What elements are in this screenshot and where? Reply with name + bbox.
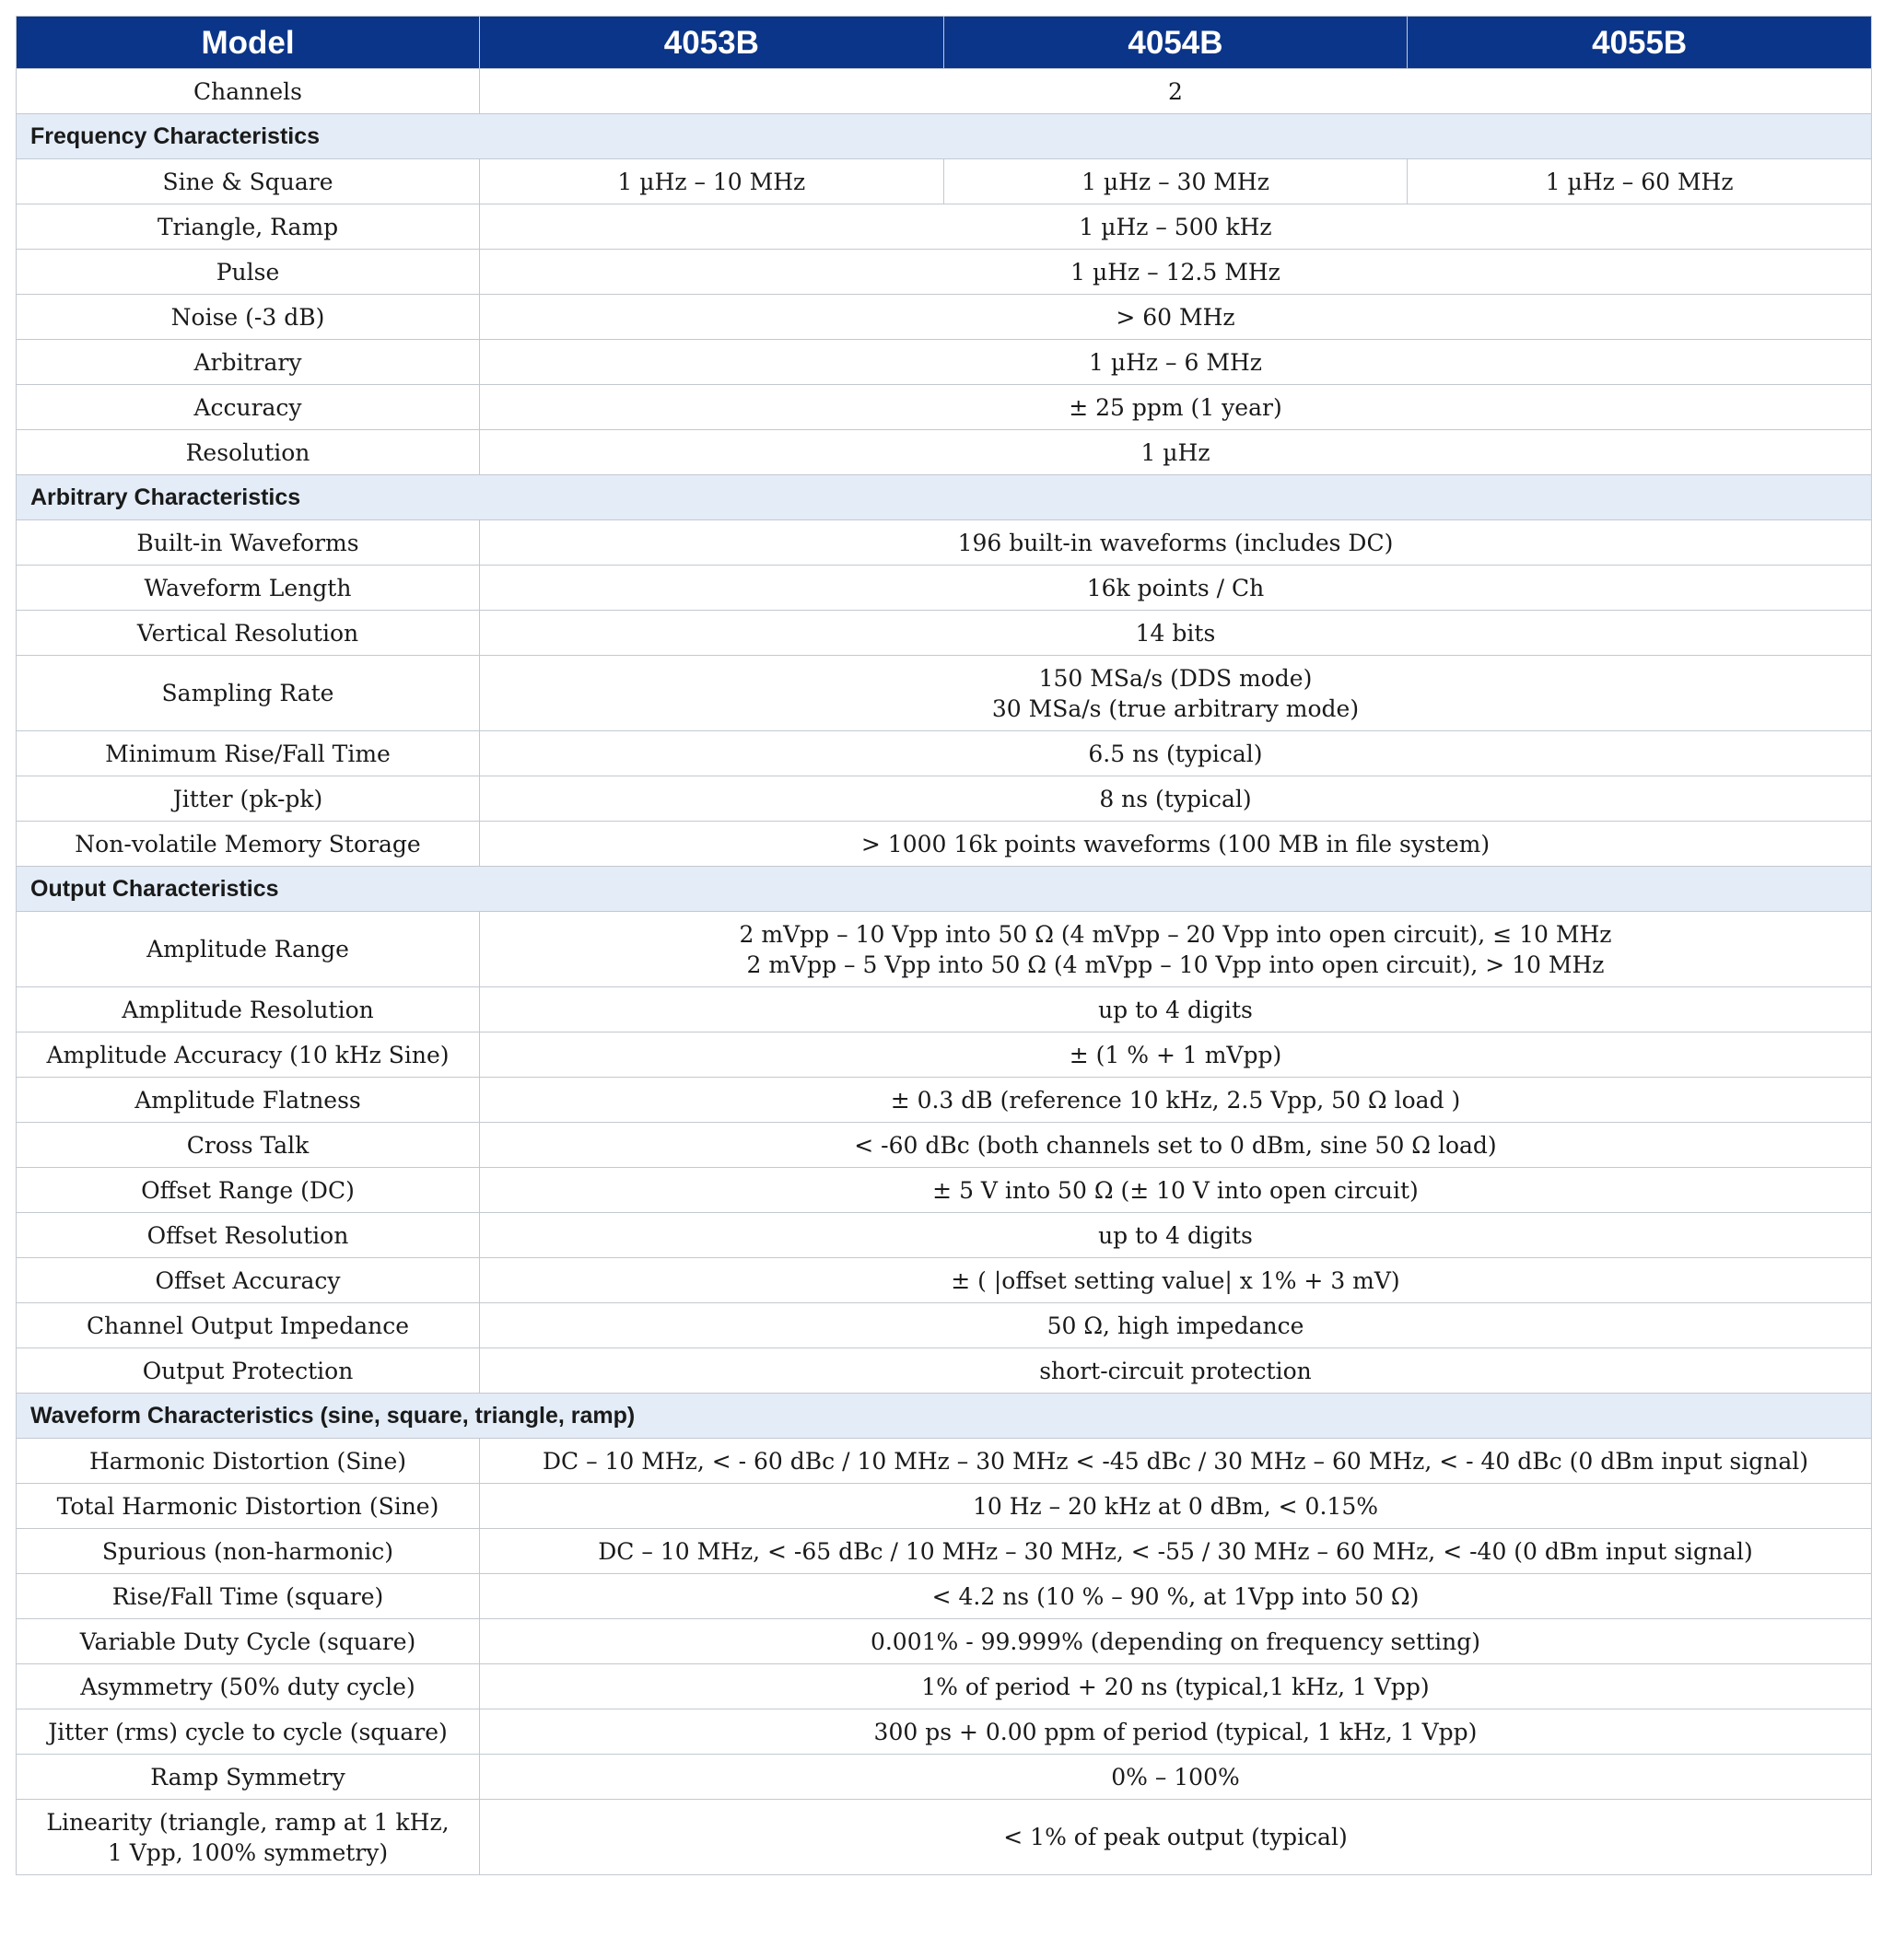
row-value: ± 25 ppm (1 year) (480, 385, 1872, 430)
table-row (17, 159, 1872, 204)
table-row (17, 611, 1872, 656)
row-label: Amplitude Resolution (17, 987, 480, 1032)
table-row (17, 566, 1872, 611)
row-label: Offset Accuracy (17, 1258, 480, 1303)
row-label: Accuracy (17, 385, 480, 430)
row-value: < 1% of peak output (typical) (480, 1800, 1872, 1875)
table-body (17, 69, 1872, 1875)
row-label: Output Protection (17, 1348, 480, 1394)
row-value: > 60 MHz (480, 295, 1872, 340)
row-value: ± (1 % + 1 mVpp) (480, 1032, 1872, 1078)
row-value: short-circuit protection (480, 1348, 1872, 1394)
row-value: ± ( |offset setting value| x 1% + 3 mV) (480, 1258, 1872, 1303)
row-value: 1 µHz – 12.5 MHz (480, 250, 1872, 295)
table-row (17, 430, 1872, 475)
table-row (17, 385, 1872, 430)
table-row (17, 1258, 1872, 1303)
row-label: Minimum Rise/Fall Time (17, 731, 480, 776)
row-label: Ramp Symmetry (17, 1755, 480, 1800)
row-value: 1 µHz – 60 MHz (1408, 159, 1872, 204)
row-label: Arbitrary (17, 340, 480, 385)
row-label: Total Harmonic Distortion (Sine) (17, 1484, 480, 1529)
table-row (17, 250, 1872, 295)
row-value: 50 Ω, high impedance (480, 1303, 1872, 1348)
table-row (17, 1664, 1872, 1709)
row-label: Rise/Fall Time (square) (17, 1574, 480, 1619)
row-label: Amplitude Flatness (17, 1078, 480, 1123)
row-label: Sine & Square (17, 159, 480, 204)
row-label: Asymmetry (50% duty cycle) (17, 1664, 480, 1709)
row-label: Resolution (17, 430, 480, 475)
table-row (17, 731, 1872, 776)
table-row (17, 1032, 1872, 1078)
row-value: 150 MSa/s (DDS mode) 30 MSa/s (true arbitrary mode) (480, 656, 1872, 731)
row-value: 14 bits (480, 611, 1872, 656)
table-row (17, 1800, 1872, 1875)
row-label: Offset Range (DC) (17, 1168, 480, 1213)
row-label: Pulse (17, 250, 480, 295)
row-value: 16k points / Ch (480, 566, 1872, 611)
row-label: Channel Output Impedance (17, 1303, 480, 1348)
table-row (17, 340, 1872, 385)
row-label: Jitter (rms) cycle to cycle (square) (17, 1709, 480, 1755)
table-row (17, 520, 1872, 566)
row-value: < 4.2 ns (10 % – 90 %, at 1Vpp into 50 Ω) (480, 1574, 1872, 1619)
row-value: 196 built-in waveforms (includes DC) (480, 520, 1872, 566)
model-4055b-header: 4055B (1408, 17, 1872, 69)
section-title: Arbitrary Characteristics (17, 475, 1872, 520)
table-row (17, 987, 1872, 1032)
table-row (17, 1213, 1872, 1258)
row-value: 0.001% - 99.999% (depending on frequency setting) (480, 1619, 1872, 1664)
row-label: Waveform Length (17, 566, 480, 611)
table-row (17, 1168, 1872, 1213)
row-label: Noise (-3 dB) (17, 295, 480, 340)
row-value: > 1000 16k points waveforms (100 MB in file system) (480, 822, 1872, 867)
row-value: 10 Hz – 20 kHz at 0 dBm, < 0.15% (480, 1484, 1872, 1529)
table-row (17, 1574, 1872, 1619)
row-label: Vertical Resolution (17, 611, 480, 656)
row-value: up to 4 digits (480, 987, 1872, 1032)
row-label: Non-volatile Memory Storage (17, 822, 480, 867)
row-label: Harmonic Distortion (Sine) (17, 1439, 480, 1484)
row-label: Amplitude Range (17, 912, 480, 987)
row-value: 2 mVpp – 10 Vpp into 50 Ω (4 mVpp – 20 Vpp into open circuit), ≤ 10 MHz 2 mVpp – 5 Vpp into 50 Ω (4 mVpp – 10 Vpp into open circuit), > 10 MHz (480, 912, 1872, 987)
row-value: 1 µHz – 10 MHz (480, 159, 944, 204)
row-value: ± 0.3 dB (reference 10 kHz, 2.5 Vpp, 50 Ω load ) (480, 1078, 1872, 1123)
row-label: Jitter (pk-pk) (17, 776, 480, 822)
row-label: Amplitude Accuracy (10 kHz Sine) (17, 1032, 480, 1078)
table-row (17, 295, 1872, 340)
header-row (17, 17, 1872, 69)
row-value: 1 µHz – 30 MHz (943, 159, 1408, 204)
table-header (17, 17, 1872, 69)
section-title: Output Characteristics (17, 867, 1872, 912)
table-row (17, 1123, 1872, 1168)
row-label: Triangle, Ramp (17, 204, 480, 250)
section-header-row (17, 1394, 1872, 1439)
table-row (17, 912, 1872, 987)
row-value: 300 ps + 0.00 ppm of period (typical, 1 kHz, 1 Vpp) (480, 1709, 1872, 1755)
row-label: Channels (17, 69, 480, 114)
model-header: Model (17, 17, 480, 69)
row-label: Sampling Rate (17, 656, 480, 731)
row-label: Linearity (triangle, ramp at 1 kHz, 1 Vpp, 100% symmetry) (17, 1800, 480, 1875)
table-row (17, 1439, 1872, 1484)
row-label: Variable Duty Cycle (square) (17, 1619, 480, 1664)
table-row (17, 204, 1872, 250)
table-row (17, 656, 1872, 731)
table-row (17, 1619, 1872, 1664)
row-value: 6.5 ns (typical) (480, 731, 1872, 776)
table-row (17, 1529, 1872, 1574)
row-value: 1 µHz – 500 kHz (480, 204, 1872, 250)
table-row (17, 1078, 1872, 1123)
row-value: up to 4 digits (480, 1213, 1872, 1258)
spec-table (16, 16, 1872, 1875)
row-value: < -60 dBc (both channels set to 0 dBm, sine 50 Ω load) (480, 1123, 1872, 1168)
row-label: Spurious (non-harmonic) (17, 1529, 480, 1574)
model-4053b-header: 4053B (480, 17, 944, 69)
section-title: Frequency Characteristics (17, 114, 1872, 159)
table-row (17, 1709, 1872, 1755)
table-row (17, 1484, 1872, 1529)
row-value: 8 ns (typical) (480, 776, 1872, 822)
table-row (17, 69, 1872, 114)
table-row (17, 822, 1872, 867)
model-4054b-header: 4054B (943, 17, 1408, 69)
row-value: 0% – 100% (480, 1755, 1872, 1800)
row-label: Offset Resolution (17, 1213, 480, 1258)
table-row (17, 1755, 1872, 1800)
row-label: Built-in Waveforms (17, 520, 480, 566)
table-row (17, 1303, 1872, 1348)
row-value: 1 µHz – 6 MHz (480, 340, 1872, 385)
table-row (17, 1348, 1872, 1394)
row-value: ± 5 V into 50 Ω (± 10 V into open circuit) (480, 1168, 1872, 1213)
table-row (17, 776, 1872, 822)
section-header-row (17, 475, 1872, 520)
row-value: DC – 10 MHz, < - 60 dBc / 10 MHz – 30 MHz < -45 dBc / 30 MHz – 60 MHz, < - 40 dBc (0 dBm input signal) (480, 1439, 1872, 1484)
row-value: 2 (480, 69, 1872, 114)
row-value: 1 µHz (480, 430, 1872, 475)
row-value: 1% of period + 20 ns (typical,1 kHz, 1 Vpp) (480, 1664, 1872, 1709)
row-label: Cross Talk (17, 1123, 480, 1168)
section-title: Waveform Characteristics (sine, square, triangle, ramp) (17, 1394, 1872, 1439)
section-header-row (17, 867, 1872, 912)
row-value: DC – 10 MHz, < -65 dBc / 10 MHz – 30 MHz, < -55 / 30 MHz – 60 MHz, < -40 (0 dBm input signal) (480, 1529, 1872, 1574)
section-header-row (17, 114, 1872, 159)
